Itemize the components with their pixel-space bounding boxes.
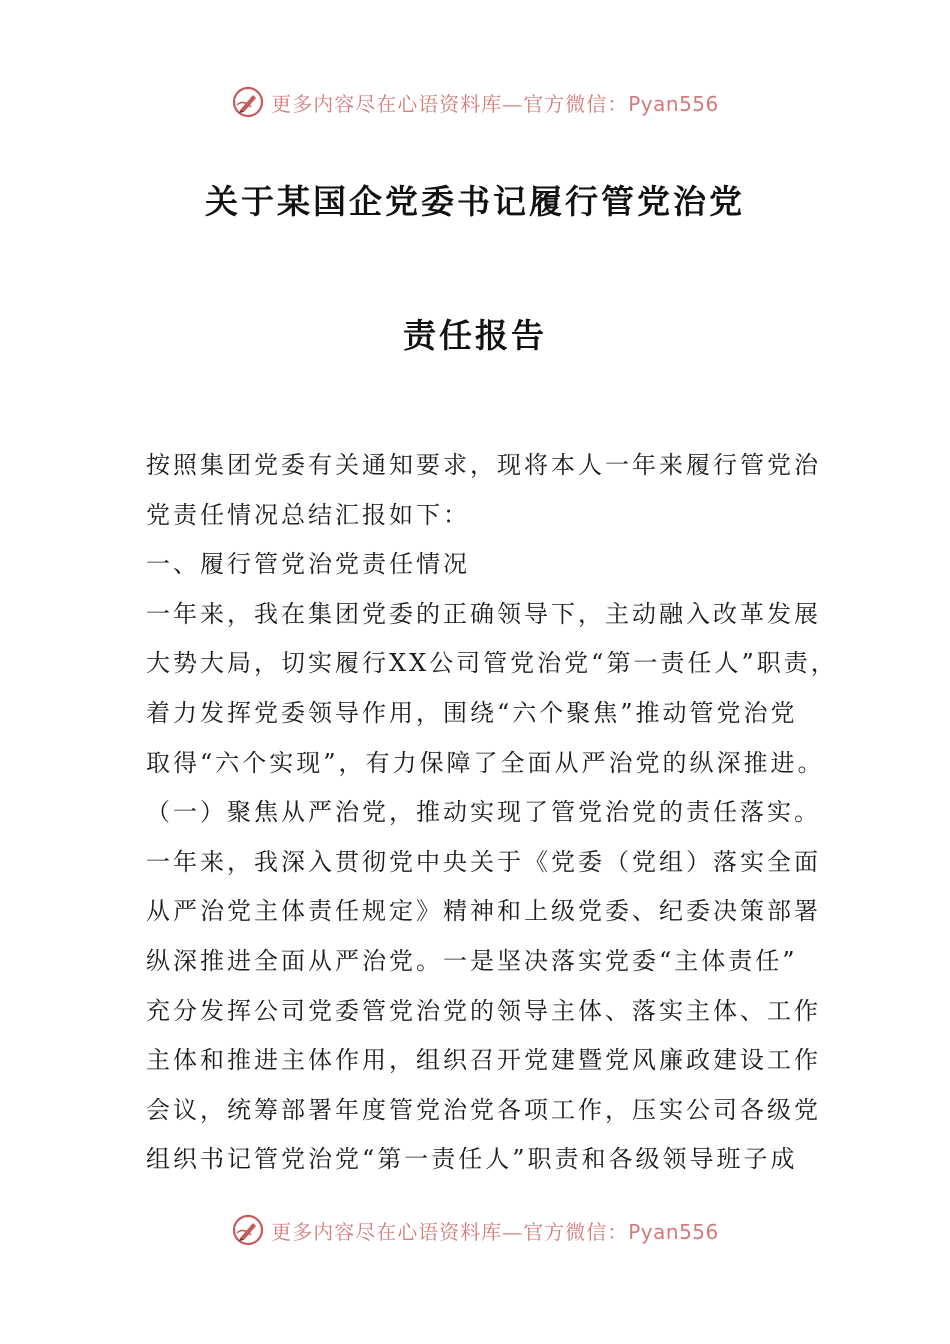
body-line: 组织书记管党治党“第一责任人”职责和各级领导班子成 <box>146 1145 798 1174</box>
watermark-wechat-id: Pyan556 <box>628 91 719 116</box>
body-line: 一年来，我深入贯彻党中央关于《党委（党组）落实全面 <box>146 847 821 876</box>
watermark-prefix: 更多内容尽在心语资料库—官方微信： <box>271 1219 629 1244</box>
subsection-heading: （一）聚焦从严治党，推动实现了管党治党的责任落实。 <box>146 798 821 827</box>
body-line: 从严治党主体责任规定》精神和上级党委、纪委决策部署 <box>146 897 821 926</box>
body-line: 主体和推进主体作用，组织召开党建暨党风廉政建设工作 <box>146 1046 821 1075</box>
body-line: 大势大局，切实履行XX公司管党治党“第一责任人”职责， <box>146 649 838 678</box>
watermark-wechat-id: Pyan556 <box>628 1219 719 1244</box>
pen-logo-icon <box>231 85 265 119</box>
document-title-line-1: 关于某国企党委书记履行管党治党 <box>205 182 745 221</box>
body-line: 会议，统筹部署年度管党治党各项工作，压实公司各级党 <box>146 1095 821 1124</box>
watermark-prefix: 更多内容尽在心语资料库—官方微信： <box>271 91 629 116</box>
watermark-text <box>271 88 719 117</box>
section-heading: 一、履行管党治党责任情况 <box>146 550 470 579</box>
pen-logo-icon <box>231 1213 265 1247</box>
footer-watermark <box>0 1210 950 1250</box>
body-line: 一年来，我在集团党委的正确领导下，主动融入改革发展 <box>146 599 821 628</box>
body-line: 纵深推进全面从严治党。一是坚决落实党委“主体责任” <box>146 946 798 975</box>
body-line: 取得“六个实现”，有力保障了全面从严治党的纵深推进。 <box>146 748 825 777</box>
body-line: 着力发挥党委领导作用，围绕“六个聚焦”推动管党治党 <box>146 698 798 727</box>
body-line: 党责任情况总结汇报如下： <box>146 500 470 529</box>
document-title-line-2: 责任报告 <box>403 316 547 355</box>
body-line: 充分发挥公司党委管党治党的领导主体、落实主体、工作 <box>146 996 821 1025</box>
document-body <box>146 441 838 1185</box>
body-line: 按照集团党委有关通知要求，现将本人一年来履行管党治 <box>146 451 821 479</box>
watermark-text <box>271 1216 719 1245</box>
header-watermark <box>0 82 950 122</box>
